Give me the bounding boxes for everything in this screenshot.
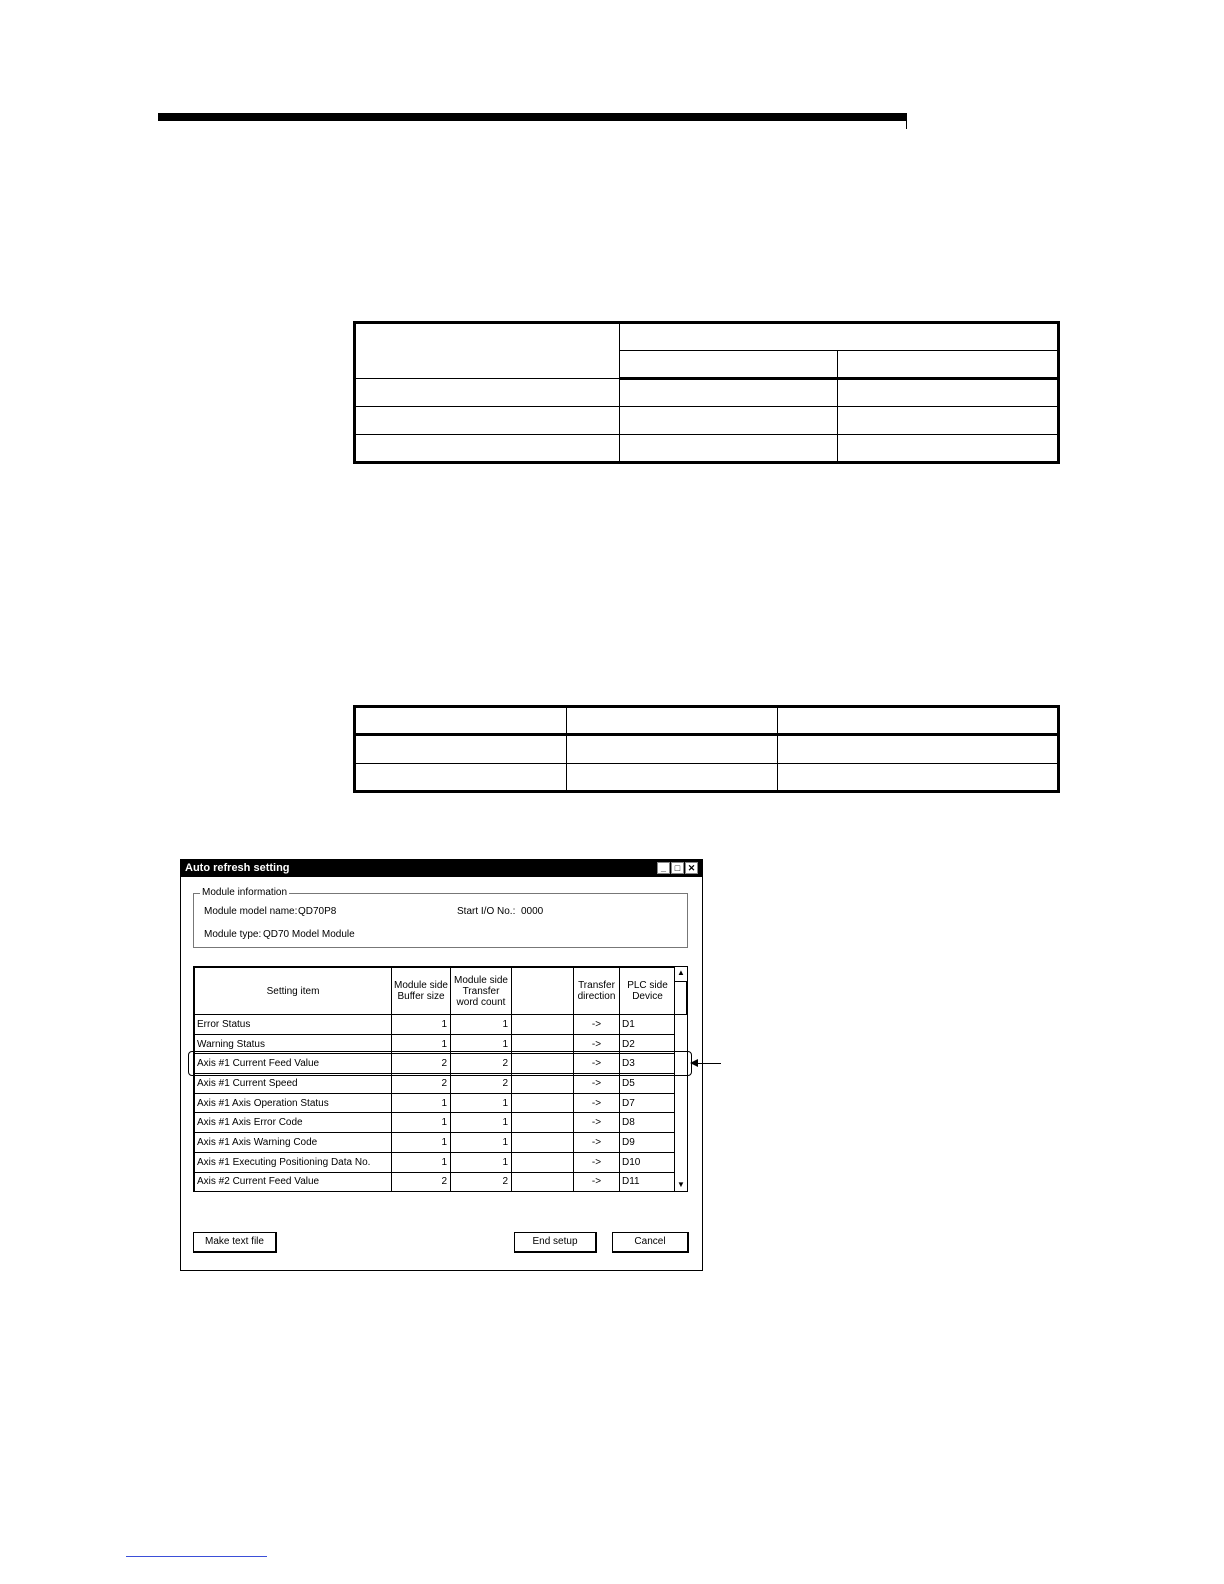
- setting-item-cell: Axis #2 Current Feed Value: [195, 1172, 392, 1192]
- table1-cell: [620, 379, 838, 407]
- scroll-down-icon[interactable]: ▼: [677, 1180, 685, 1189]
- setting-item-cell: Axis #1 Current Speed: [195, 1074, 392, 1094]
- setting-item-cell: Axis #1 Axis Operation Status: [195, 1093, 392, 1113]
- plc-device-input[interactable]: D7: [620, 1093, 676, 1113]
- buffer-size-cell: 1: [392, 1113, 451, 1133]
- module-type-label: Module type:: [204, 929, 262, 940]
- table1-header-cell: [620, 351, 838, 379]
- plc-device-input[interactable]: D5: [620, 1074, 676, 1094]
- blank-cell: [512, 1074, 574, 1094]
- word-count-cell: 1: [451, 1113, 512, 1133]
- close-icon[interactable]: ✕: [685, 862, 698, 874]
- table2-cell: [778, 763, 1059, 791]
- header-rule-tick: [906, 113, 907, 129]
- end-setup-button[interactable]: End setup: [514, 1232, 597, 1253]
- table2-cell: [778, 735, 1059, 763]
- table1-cell: [620, 435, 838, 463]
- plc-device-input[interactable]: D9: [620, 1133, 676, 1153]
- table1-header-cell: [620, 323, 1059, 351]
- table-row[interactable]: [195, 1133, 676, 1153]
- word-count-cell: 2: [451, 1054, 512, 1074]
- header-blank: [512, 968, 574, 1015]
- title-buttons: [657, 862, 698, 874]
- doc-table-2: [353, 705, 1060, 793]
- transfer-direction-cell: ->: [574, 1034, 620, 1054]
- plc-device-input[interactable]: D8: [620, 1113, 676, 1133]
- word-count-cell: 1: [451, 1152, 512, 1172]
- make-text-file-button[interactable]: Make text file: [193, 1232, 277, 1253]
- setting-item-cell: Axis #1 Executing Positioning Data No.: [195, 1152, 392, 1172]
- doc-table-1: [353, 321, 1060, 464]
- table1-cell: [355, 379, 620, 407]
- blank-cell: [512, 1172, 574, 1192]
- plc-device-input[interactable]: D1: [620, 1015, 676, 1035]
- transfer-direction-cell: ->: [574, 1172, 620, 1192]
- header-buffer-size: Module side Buffer size: [392, 968, 451, 1015]
- table1-cell: [838, 435, 1059, 463]
- transfer-direction-cell: ->: [574, 1093, 620, 1113]
- minimize-icon[interactable]: _: [657, 862, 670, 874]
- module-information-legend: Module information: [202, 887, 288, 898]
- table2-cell: [567, 763, 778, 791]
- word-count-cell: 1: [451, 1015, 512, 1035]
- setting-item-cell: Warning Status: [195, 1034, 392, 1054]
- setting-item-cell: Axis #1 Axis Warning Code: [195, 1133, 392, 1153]
- word-count-cell: 1: [451, 1093, 512, 1113]
- blank-cell: [512, 1133, 574, 1153]
- header-setting-item: Setting item: [195, 968, 392, 1015]
- table2-cell: [567, 735, 778, 763]
- setting-item-cell: Axis #1 Axis Error Code: [195, 1113, 392, 1133]
- table2-header-cell: [567, 707, 778, 735]
- word-count-cell: 2: [451, 1074, 512, 1094]
- maximize-icon[interactable]: □: [671, 862, 684, 874]
- buffer-size-cell: 1: [392, 1034, 451, 1054]
- table2-header-cell: [778, 707, 1059, 735]
- plc-device-input[interactable]: D11: [620, 1172, 676, 1192]
- transfer-direction-cell: ->: [574, 1054, 620, 1074]
- table-row[interactable]: [195, 1172, 676, 1192]
- table-row[interactable]: [195, 1093, 676, 1113]
- buffer-size-cell: 1: [392, 1093, 451, 1113]
- transfer-direction-cell: ->: [574, 1133, 620, 1153]
- table1-cell: [355, 435, 620, 463]
- table2-cell: [355, 735, 567, 763]
- transfer-direction-cell: ->: [574, 1152, 620, 1172]
- header-transfer-word-count: Module side Transfer word count: [451, 968, 512, 1015]
- scroll-thumb[interactable]: [675, 981, 687, 1015]
- table-row[interactable]: [195, 1152, 676, 1172]
- cancel-button[interactable]: Cancel: [612, 1232, 689, 1253]
- buffer-size-cell: 2: [392, 1054, 451, 1074]
- table2-cell: [355, 763, 567, 791]
- table1-cell: [838, 379, 1059, 407]
- vertical-scrollbar[interactable]: [674, 967, 687, 1191]
- word-count-cell: 2: [451, 1172, 512, 1192]
- arrow-line: [697, 1063, 721, 1064]
- dialog-titlebar[interactable]: [181, 860, 702, 877]
- auto-refresh-dialog: [180, 859, 703, 1271]
- table1-cell: [838, 407, 1059, 435]
- transfer-direction-cell: ->: [574, 1074, 620, 1094]
- blank-cell: [512, 1093, 574, 1113]
- blank-cell: [512, 1152, 574, 1172]
- table1-cell: [620, 407, 838, 435]
- transfer-direction-cell: ->: [574, 1113, 620, 1133]
- buffer-size-cell: 2: [392, 1074, 451, 1094]
- table1-cell: [355, 407, 620, 435]
- blank-cell: [512, 1113, 574, 1133]
- start-io-label: Start I/O No.:: [457, 906, 516, 917]
- table2-header-cell: [355, 707, 567, 735]
- footer-link-underline: [126, 1556, 267, 1557]
- blank-cell: [512, 1015, 574, 1035]
- table-row[interactable]: [195, 1074, 676, 1094]
- header-rule: [158, 113, 907, 121]
- table-row[interactable]: [195, 1113, 676, 1133]
- setting-item-cell: Axis #1 Current Feed Value: [195, 1054, 392, 1074]
- module-information-group: [193, 887, 688, 948]
- refresh-settings-table: [194, 967, 676, 1192]
- word-count-cell: 1: [451, 1133, 512, 1153]
- table-row[interactable]: [195, 1015, 676, 1035]
- header-plc-device: PLC side Device: [620, 968, 676, 1015]
- plc-device-input[interactable]: D10: [620, 1152, 676, 1172]
- scroll-up-icon[interactable]: ▲: [677, 968, 685, 977]
- table1-header-cell: [838, 351, 1059, 379]
- highlight-box: [188, 1051, 692, 1076]
- table1-header-cell: [355, 323, 620, 379]
- module-type-value: QD70 Model Module: [263, 929, 355, 940]
- setting-item-cell: Error Status: [195, 1015, 392, 1035]
- module-model-name-label: Module model name:: [204, 906, 298, 917]
- transfer-direction-cell: ->: [574, 1015, 620, 1035]
- dialog-title: Auto refresh setting: [185, 862, 290, 874]
- module-model-name-value: QD70P8: [298, 906, 337, 917]
- buffer-size-cell: 1: [392, 1133, 451, 1153]
- word-count-cell: 1: [451, 1034, 512, 1054]
- start-io-value: 0000: [521, 906, 544, 917]
- buffer-size-cell: 2: [392, 1172, 451, 1192]
- plc-device-input[interactable]: D3: [620, 1054, 676, 1074]
- buffer-size-cell: 1: [392, 1152, 451, 1172]
- plc-device-input[interactable]: D2: [620, 1034, 676, 1054]
- buffer-size-cell: 1: [392, 1015, 451, 1035]
- refresh-settings-grid: [193, 966, 688, 1192]
- header-transfer-direction: Transfer direction: [574, 968, 620, 1015]
